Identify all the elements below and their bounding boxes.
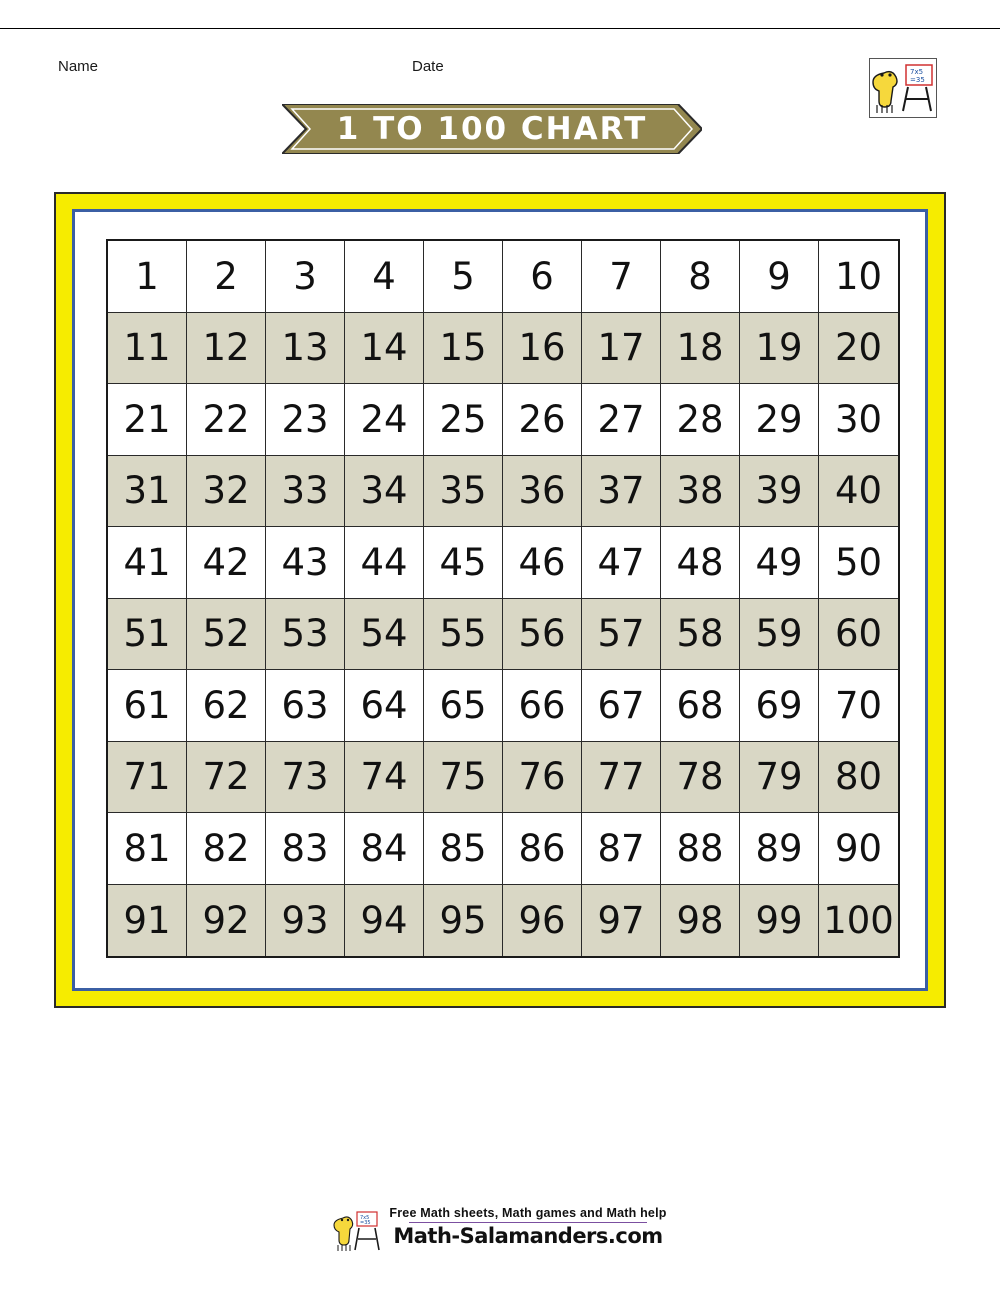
svg-text:7x5: 7x5 bbox=[910, 68, 924, 76]
svg-text:=35: =35 bbox=[360, 1220, 371, 1226]
chart-cell: 95 bbox=[424, 885, 503, 957]
chart-cell: 4 bbox=[345, 241, 424, 313]
chart-cell: 32 bbox=[187, 456, 266, 528]
chart-cell: 40 bbox=[819, 456, 898, 528]
chart-cell: 80 bbox=[819, 742, 898, 814]
chart-cell: 98 bbox=[661, 885, 740, 957]
chart-cell: 76 bbox=[503, 742, 582, 814]
hundred-chart-outer-frame bbox=[54, 192, 946, 1008]
chart-cell: 34 bbox=[345, 456, 424, 528]
chart-cell: 33 bbox=[266, 456, 345, 528]
chart-cell: 72 bbox=[187, 742, 266, 814]
chart-cell: 77 bbox=[582, 742, 661, 814]
chart-cell: 25 bbox=[424, 384, 503, 456]
chart-cell: 96 bbox=[503, 885, 582, 957]
chart-cell: 24 bbox=[345, 384, 424, 456]
chart-cell: 6 bbox=[503, 241, 582, 313]
chart-cell: 7 bbox=[582, 241, 661, 313]
chart-cell: 47 bbox=[582, 527, 661, 599]
chart-cell: 62 bbox=[187, 670, 266, 742]
chart-cell: 56 bbox=[503, 599, 582, 671]
chart-cell: 94 bbox=[345, 885, 424, 957]
chart-cell: 59 bbox=[740, 599, 819, 671]
chart-cell: 11 bbox=[108, 313, 187, 385]
chart-cell: 5 bbox=[424, 241, 503, 313]
chart-cell: 35 bbox=[424, 456, 503, 528]
chart-cell: 69 bbox=[740, 670, 819, 742]
svg-text:=35: =35 bbox=[910, 76, 925, 84]
chart-cell: 64 bbox=[345, 670, 424, 742]
chart-cell: 16 bbox=[503, 313, 582, 385]
chart-cell: 42 bbox=[187, 527, 266, 599]
chart-cell: 70 bbox=[819, 670, 898, 742]
chart-cell: 28 bbox=[661, 384, 740, 456]
chart-cell: 17 bbox=[582, 313, 661, 385]
chart-cell: 79 bbox=[740, 742, 819, 814]
chart-cell: 51 bbox=[108, 599, 187, 671]
chart-cell: 43 bbox=[266, 527, 345, 599]
chart-cell: 15 bbox=[424, 313, 503, 385]
chart-cell: 44 bbox=[345, 527, 424, 599]
chart-cell: 63 bbox=[266, 670, 345, 742]
chart-cell: 37 bbox=[582, 456, 661, 528]
title-banner bbox=[282, 104, 702, 154]
chart-cell: 73 bbox=[266, 742, 345, 814]
footer-brand: Math-Salamanders.com bbox=[393, 1224, 663, 1248]
chart-cell: 2 bbox=[187, 241, 266, 313]
footer-divider bbox=[409, 1222, 647, 1223]
chart-cell: 83 bbox=[266, 813, 345, 885]
chart-cell: 89 bbox=[740, 813, 819, 885]
page-top-rule bbox=[0, 28, 1000, 29]
chart-cell: 71 bbox=[108, 742, 187, 814]
chart-cell: 18 bbox=[661, 313, 740, 385]
chart-cell: 45 bbox=[424, 527, 503, 599]
chart-cell: 20 bbox=[819, 313, 898, 385]
chart-cell: 10 bbox=[819, 241, 898, 313]
name-label: Name bbox=[58, 58, 99, 75]
chart-cell: 22 bbox=[187, 384, 266, 456]
chart-cell: 75 bbox=[424, 742, 503, 814]
chart-cell: 14 bbox=[345, 313, 424, 385]
chart-cell: 48 bbox=[661, 527, 740, 599]
chart-cell: 46 bbox=[503, 527, 582, 599]
chart-cell: 21 bbox=[108, 384, 187, 456]
chart-cell: 39 bbox=[740, 456, 819, 528]
chart-cell: 49 bbox=[740, 527, 819, 599]
chart-cell: 61 bbox=[108, 670, 187, 742]
svg-text:7x5: 7x5 bbox=[360, 1215, 370, 1221]
chart-cell: 55 bbox=[424, 599, 503, 671]
chart-cell: 86 bbox=[503, 813, 582, 885]
chart-cell: 99 bbox=[740, 885, 819, 957]
chart-cell: 78 bbox=[661, 742, 740, 814]
chart-cell: 19 bbox=[740, 313, 819, 385]
chart-cell: 30 bbox=[819, 384, 898, 456]
chart-cell: 81 bbox=[108, 813, 187, 885]
chart-cell: 3 bbox=[266, 241, 345, 313]
chart-cell: 58 bbox=[661, 599, 740, 671]
chart-cell: 53 bbox=[266, 599, 345, 671]
chart-cell: 67 bbox=[582, 670, 661, 742]
chart-cell: 93 bbox=[266, 885, 345, 957]
chart-cell: 41 bbox=[108, 527, 187, 599]
worksheet-header bbox=[0, 50, 1000, 110]
chart-cell: 36 bbox=[503, 456, 582, 528]
chart-cell: 29 bbox=[740, 384, 819, 456]
chart-cell: 74 bbox=[345, 742, 424, 814]
chart-cell: 82 bbox=[187, 813, 266, 885]
chart-cell: 60 bbox=[819, 599, 898, 671]
chart-cell: 50 bbox=[819, 527, 898, 599]
chart-cell: 90 bbox=[819, 813, 898, 885]
hundred-chart-grid bbox=[106, 239, 900, 958]
date-label: Date bbox=[412, 58, 444, 75]
worksheet-footer bbox=[0, 1206, 1000, 1276]
chart-cell: 57 bbox=[582, 599, 661, 671]
chart-cell: 66 bbox=[503, 670, 582, 742]
chart-cell: 31 bbox=[108, 456, 187, 528]
footer-salamander-logo-icon bbox=[333, 1210, 383, 1259]
chart-cell: 26 bbox=[503, 384, 582, 456]
chart-cell: 52 bbox=[187, 599, 266, 671]
chart-cell: 91 bbox=[108, 885, 187, 957]
chart-cell: 27 bbox=[582, 384, 661, 456]
chart-cell: 54 bbox=[345, 599, 424, 671]
hundred-chart-inner-frame bbox=[72, 209, 928, 991]
chart-cell: 68 bbox=[661, 670, 740, 742]
chart-cell: 1 bbox=[108, 241, 187, 313]
chart-cell: 13 bbox=[266, 313, 345, 385]
chart-cell: 87 bbox=[582, 813, 661, 885]
chart-cell: 65 bbox=[424, 670, 503, 742]
chart-cell: 97 bbox=[582, 885, 661, 957]
chart-cell: 84 bbox=[345, 813, 424, 885]
chart-cell: 38 bbox=[661, 456, 740, 528]
chart-cell: 100 bbox=[819, 885, 898, 957]
page-title: 1 TO 100 CHART bbox=[336, 111, 648, 147]
footer-tagline: Free Math sheets, Math games and Math help bbox=[389, 1206, 667, 1220]
chart-cell: 23 bbox=[266, 384, 345, 456]
chart-cell: 88 bbox=[661, 813, 740, 885]
chart-cell: 92 bbox=[187, 885, 266, 957]
title-banner-container bbox=[0, 104, 1000, 160]
chart-cell: 8 bbox=[661, 241, 740, 313]
chart-cell: 9 bbox=[740, 241, 819, 313]
chart-cell: 85 bbox=[424, 813, 503, 885]
chart-cell: 12 bbox=[187, 313, 266, 385]
